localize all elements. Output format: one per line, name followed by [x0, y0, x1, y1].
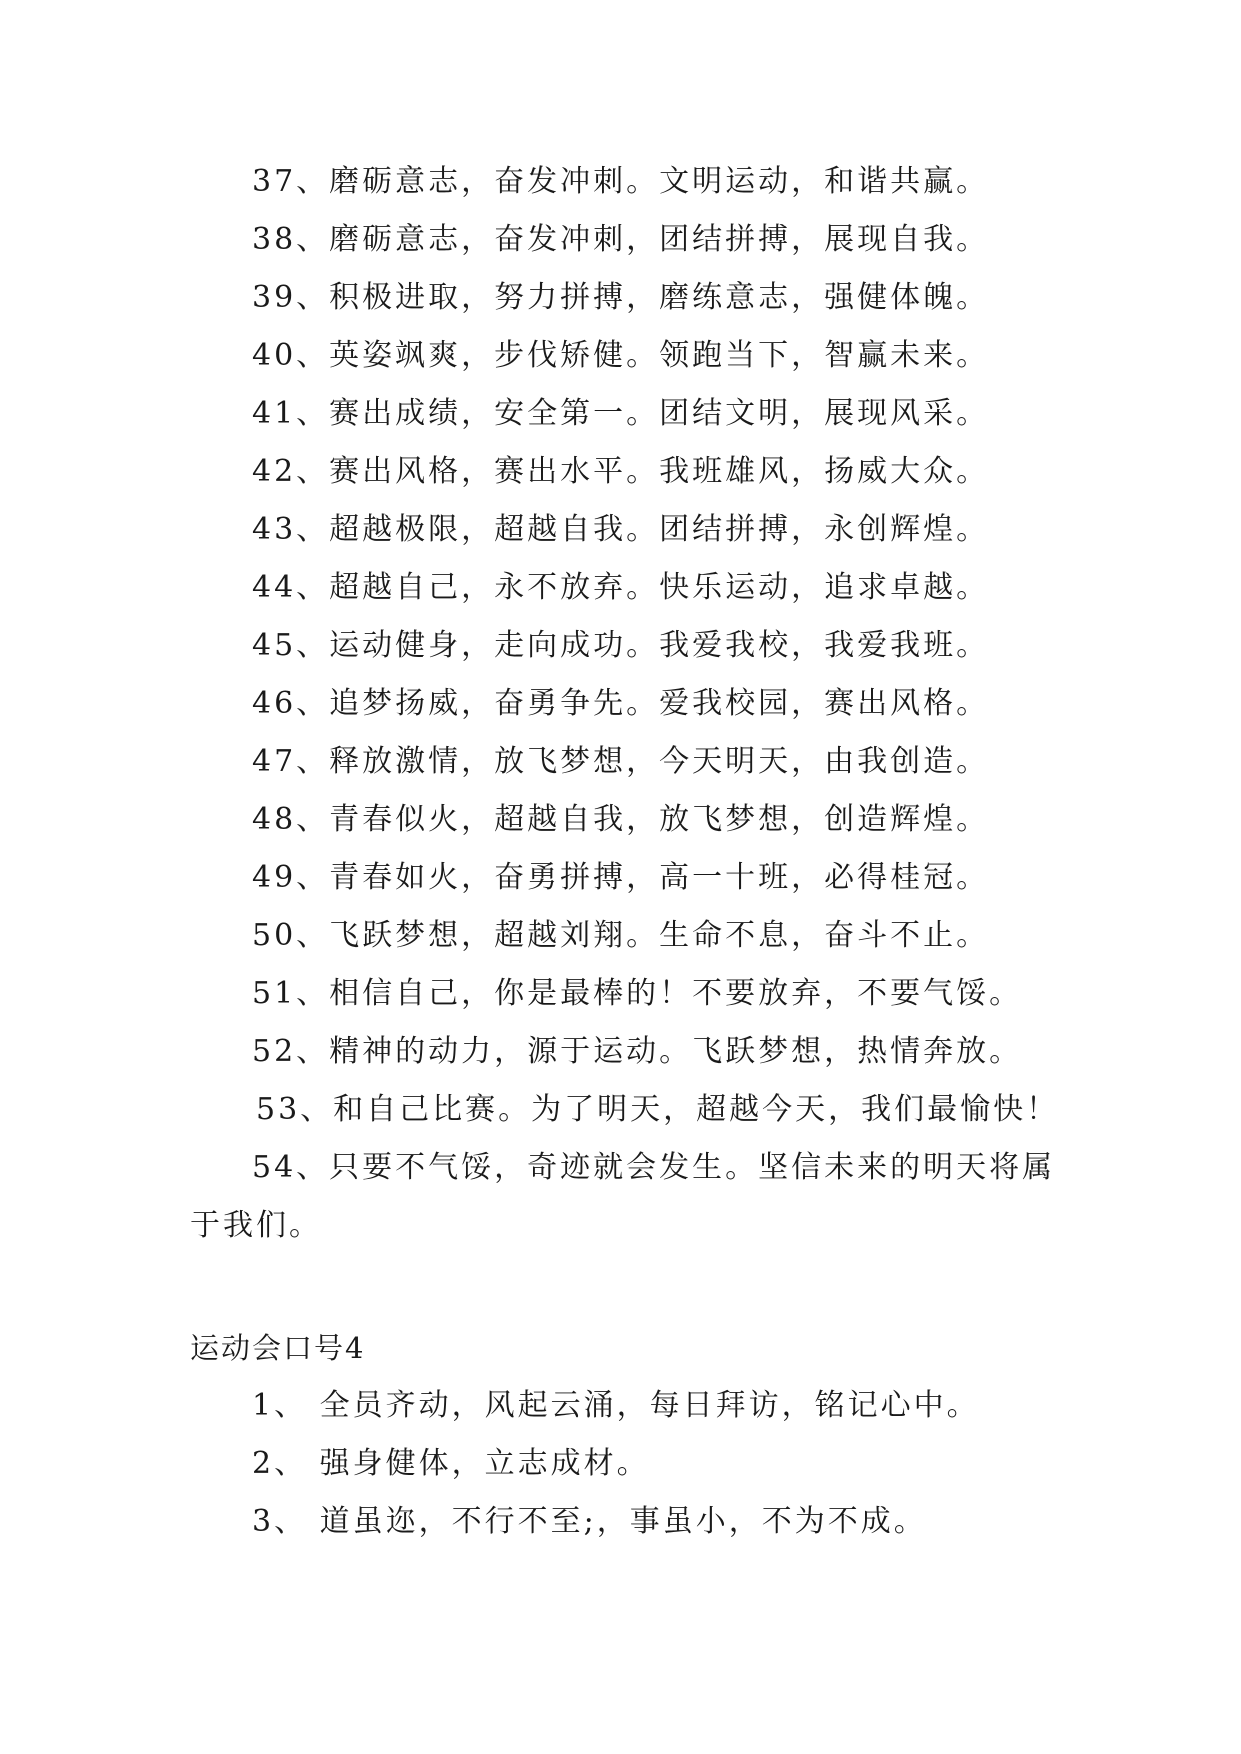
slogan-4-line-1: 1、 全员齐动，风起云涌，每日拜访，铭记心中。	[252, 1388, 980, 1423]
slogan-line-52: 52、精神的动力，源于运动。飞跃梦想，热情奔放。	[252, 1034, 1023, 1069]
slogan-line-44: 44、超越自己，永不放弃。快乐运动，追求卓越。	[252, 570, 990, 605]
slogan-4-line-3: 3、 道虽迩，不行不至;，事虽小，不为不成。	[252, 1504, 927, 1539]
slogan-line-40: 40、英姿飒爽，步伐矫健。领跑当下，智赢未来。	[252, 338, 990, 373]
slogan-line-41: 41、赛出成绩，安全第一。团结文明，展现风采。	[252, 396, 990, 431]
slogan-line-46: 46、追梦扬威，奋勇争先。爱我校园，赛出风格。	[252, 686, 990, 721]
slogan-line-49: 49、青春如火，奋勇拼搏，高一十班，必得桂冠。	[252, 860, 990, 895]
slogan-4-line-2: 2、 强身健体，立志成材。	[252, 1446, 650, 1481]
slogan-line-47: 47、释放激情，放飞梦想，今天明天，由我创造。	[252, 744, 990, 779]
slogan-line-37: 37、磨砺意志，奋发冲刺。文明运动，和谐共赢。	[252, 164, 990, 199]
slogan-line-43: 43、超越极限，超越自我。团结拼搏，永创辉煌。	[252, 512, 990, 547]
slogan-line-51: 51、相信自己，你是最棒的！不要放弃，不要气馁。	[252, 976, 1023, 1011]
slogan-line-45: 45、运动健身，走向成功。我爱我校，我爱我班。	[252, 628, 990, 663]
slogan-line-38: 38、磨砺意志，奋发冲刺，团结拼搏，展现自我。	[252, 222, 990, 257]
slogan-line-50: 50、飞跃梦想，超越刘翔。生命不息，奋斗不止。	[252, 918, 990, 953]
slogan-line-54: 54、只要不气馁，奇迹就会发生。坚信未来的明天将属	[252, 1150, 1056, 1185]
slogan-line-53: 53、和自己比赛。为了明天，超越今天，我们最愉快！	[256, 1092, 1060, 1127]
slogan-line-42: 42、赛出风格，赛出水平。我班雄风，扬威大众。	[252, 454, 990, 489]
section-heading: 运动会口号4	[190, 1331, 366, 1365]
slogan-line-54-continued: 于我们。	[190, 1208, 322, 1243]
slogan-line-48: 48、青春似火，超越自我，放飞梦想，创造辉煌。	[252, 802, 990, 837]
slogan-line-39: 39、积极进取，努力拼搏，磨练意志，强健体魄。	[252, 280, 990, 315]
